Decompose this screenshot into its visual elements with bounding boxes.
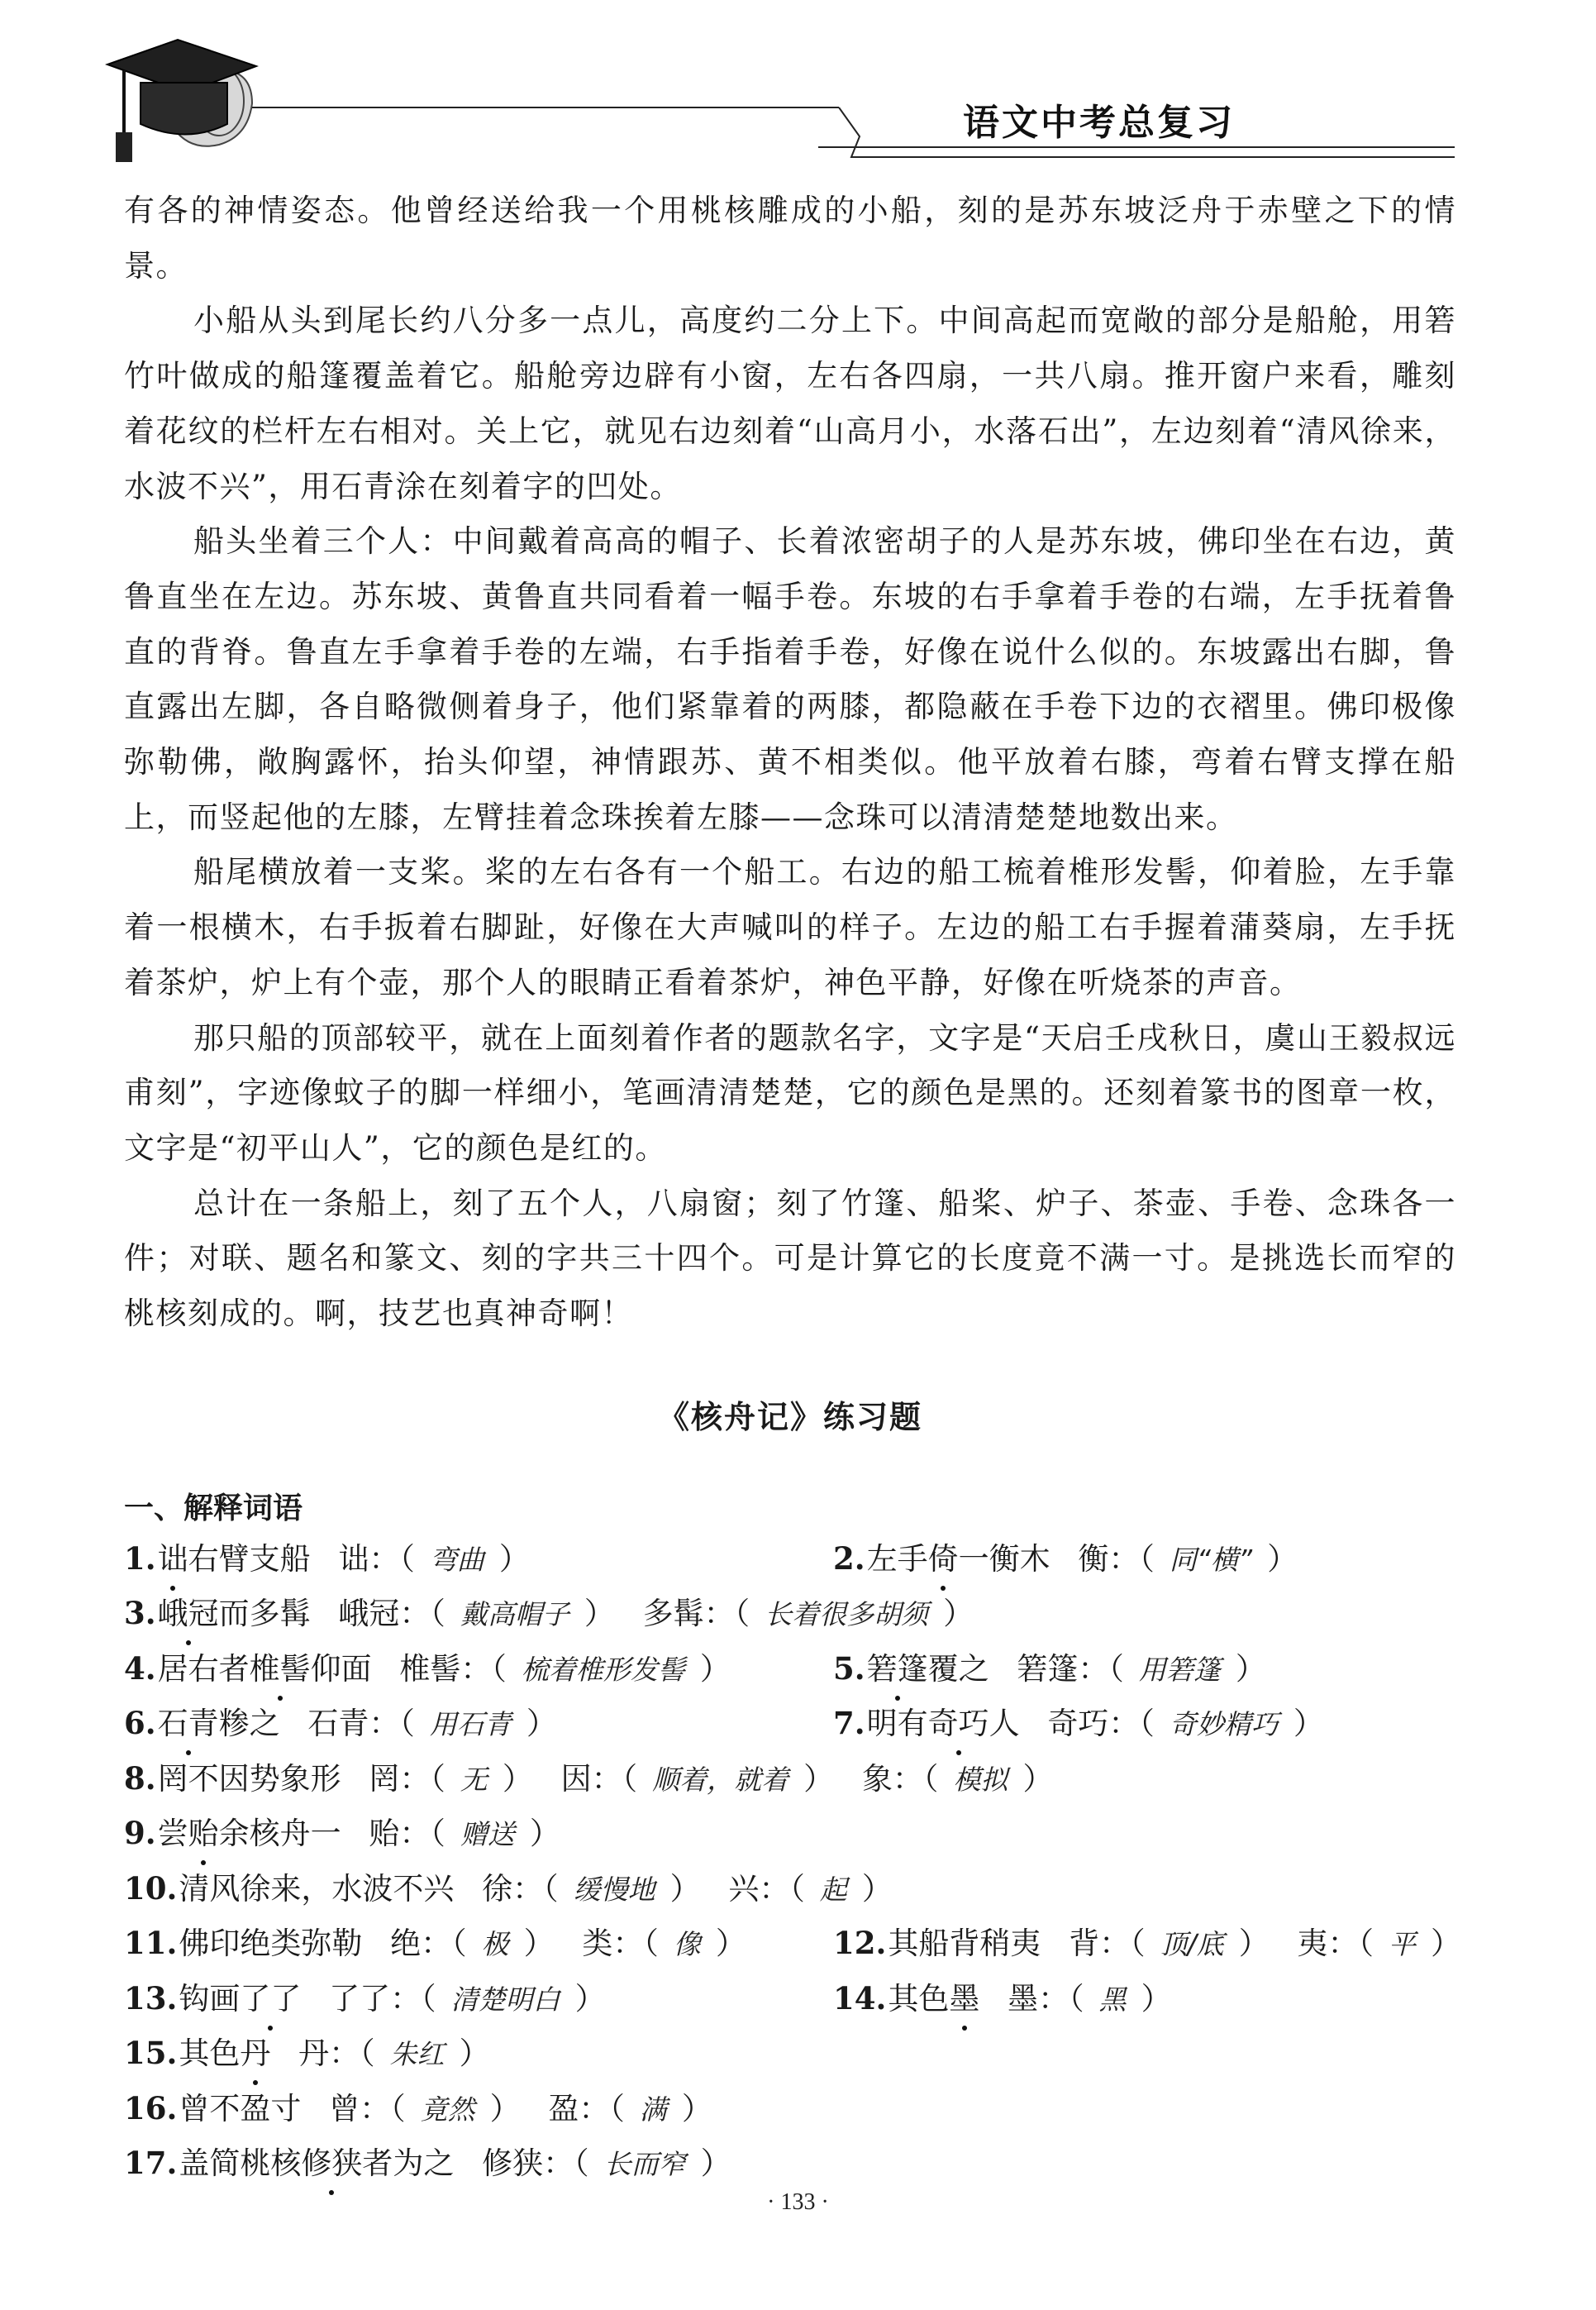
answer: 赠送 (460, 1818, 515, 1851)
answer: 顺着，就着 (652, 1763, 789, 1796)
question-row (124, 1808, 1456, 1864)
answer: 起 (819, 1873, 847, 1906)
question-6: 6.石青糁之 石青：（ 用石青 ） (124, 1698, 557, 1749)
question-10: 10.清风徐来，水波不兴 徐：（ 缓慢地 ） 兴：（ 起 ） (124, 1869, 893, 1907)
question-row (124, 1698, 1456, 1754)
question-row (124, 1974, 1456, 2029)
question-row (124, 1754, 1456, 1809)
page-number: · 133 · (767, 2189, 829, 2215)
question-11: 11.佛印绝类弥勒 绝：（ 极 ） 类：（ 像 ） (124, 1925, 746, 1962)
question-row (124, 2028, 1456, 2083)
question-7: 7.明有奇巧人 奇巧：（ 奇妙精巧 ） (833, 1698, 1324, 1749)
question-3: 3.峨冠而多髯 峨冠：（ 戴高帽子 ） 多髯：（ 长着很多胡须 ） (124, 1588, 974, 1639)
question-row (124, 1588, 1456, 1644)
passage-paragraph: 船头坐着三个人：中间戴着高高的帽子、长着浓密胡子的人是苏东坡，佛印坐在右边，黄鲁直坐在左边。苏东坡、黄鲁直共同看着一幅手卷。东坡的右手拿着手卷的右端，左手抚着鲁直的背脊。鲁直左手拿着手卷的左端，右手指着手卷，好像在说什么似的。东坡露出右脚，鲁直露出左脚，各自略微侧着身子，他们紧靠着的两膝，都隐蔽在手卷下边的衣褶里。佛印极像弥勒佛，敞胸露怀，抬头仰望，神情跟苏、黄不相类似。他平放着右膝，弯着右臂支撑在船上，而竖起他的左膝，左臂挂着念珠挨着左膝——念珠可以清清楚楚地数出来。 (124, 523, 1456, 835)
question-14: 14.其色墨 墨：（ 黑 ） (833, 1974, 1172, 2025)
answer: 用石青 (429, 1708, 512, 1741)
exercise-title: 《核舟记》练习题 (657, 1398, 922, 1435)
passage-paragraph: 有各的神情姿态。他曾经送给我一个用桃核雕成的小船，刻的是苏东坡泛舟于赤壁之下的情景。 (124, 193, 1456, 284)
answer: 长着很多胡须 (765, 1598, 929, 1631)
answer: 黑 (1098, 1983, 1127, 2016)
answer: 满 (639, 2093, 667, 2126)
question-12: 12.其船背稍夷 背：（ 顶/底 ） 夷：（ 平 ） (833, 1925, 1462, 1962)
answer: 像 (673, 1928, 701, 1961)
section-heading: 一、解释词语 (124, 1491, 303, 1525)
answer: 缓慢地 (573, 1873, 655, 1906)
answer: 奇妙精巧 (1169, 1708, 1279, 1741)
question-16: 16.曾不盈寸 曾：（ 竟然 ） 盈：（ 满 ） (124, 2089, 712, 2126)
answer: 清楚明白 (450, 1983, 560, 2016)
question-row (124, 2138, 1456, 2193)
answer: 模拟 (953, 1763, 1008, 1796)
question-9: 9.尝贻余核舟一 贻：（ 赠送 ） (124, 1808, 560, 1859)
passage-paragraph: 小船从头到尾长约八分多一点儿，高度约二分上下。中间高起而宽敞的部分是船舱，用箬竹叶做成的船篷覆盖着它。船舱旁边辟有小窗，左右各四扇，一共八扇。推开窗户来看，雕刻着花纹的栏杆左右相对。关上它，就见右边刻着“山高月小，水落石出”，左边刻着“清风徐来，水波不兴”，用石青涂在刻着字的凹处。 (124, 303, 1456, 504)
question-row (124, 1918, 1462, 1974)
passage-paragraph: 那只船的顶部较平，就在上面刻着作者的题款名字，文字是“天启壬戌秋日，虞山王毅叔远甫刻”，字迹像蚊子的脚一样细小，笔画清清楚楚，它的颜色是黑的。还刻着篆书的图章一枚，文字是“初平山人”，它的颜色是红的。 (124, 1019, 1456, 1166)
answer: 用箬篷 (1138, 1653, 1221, 1686)
passage-paragraph: 船尾横放着一支桨。桨的左右各有一个船工。右边的船工梳着椎形发髻，仰着脸，左手靠着一根横木，右手扳着右脚趾，好像在大声喊叫的样子。左边的船工右手握着蒲葵扇，左手抚着茶炉，炉上有个壶，那个人的眼睛正看着茶炉，神色平静，好像在听烧茶的声音。 (124, 854, 1456, 1000)
answer: 戴高帽子 (460, 1598, 569, 1631)
graduation-cap-icon (0, 0, 1596, 182)
question-13: 13.钩画了了 了了：（ 清楚明白 ） (124, 1974, 606, 2025)
answer: 顶/底 (1160, 1928, 1224, 1961)
passage-paragraph: 总计在一条船上，刻了五个人，八扇窗；刻了竹篷、船桨、炉子、茶壶、手卷、念珠各一件；对联、题名和篆文、刻的字共三十四个。可是计算它的长度竟不满一寸。是挑选长而窄的桃核刻成的。啊，技艺也真神奇啊！ (124, 1185, 1456, 1332)
question-row (124, 1864, 1456, 1919)
question-row (124, 1644, 1456, 1699)
page-content (124, 184, 1462, 2193)
answer: 极 (481, 1928, 509, 1961)
question-17: 17.盖简桃核修狭者为之 修狭：（ 长而窄 ） (124, 2138, 731, 2189)
answer: 竟然 (420, 2093, 475, 2126)
answer: 弯曲 (429, 1543, 484, 1576)
answer: 平 (1389, 1928, 1417, 1961)
answer: 梳着椎形发髻 (521, 1653, 685, 1686)
question-row (124, 2083, 1456, 2139)
question-4: 4.居右者椎髻仰面 椎髻：（ 梳着椎形发髻 ） (124, 1644, 731, 1695)
header-title: 语文中考总复习 (963, 102, 1235, 144)
answer: 朱红 (389, 2038, 445, 2071)
page-header (0, 0, 1596, 182)
answer: 同“横” (1169, 1543, 1253, 1576)
question-1: 1.诎右臂支船 诎：（ 弯曲 ） (124, 1534, 530, 1585)
question-row (124, 1534, 1456, 1589)
answer: 长而窄 (603, 2148, 686, 2181)
question-5: 5.箬篷覆之 箬篷：（ 用箬篷 ） (833, 1644, 1266, 1695)
question-8: 8.罔不因势象形 罔：（ 无 ） 因：（ 顺着，就着 ） 象：（ 模拟 ） (124, 1759, 1054, 1797)
question-2: 2.左手倚一衡木 衡：（ 同“横” ） (833, 1534, 1298, 1585)
answer: 无 (460, 1763, 488, 1796)
question-15: 15.其色丹 丹：（ 朱红 ） (124, 2028, 490, 2079)
